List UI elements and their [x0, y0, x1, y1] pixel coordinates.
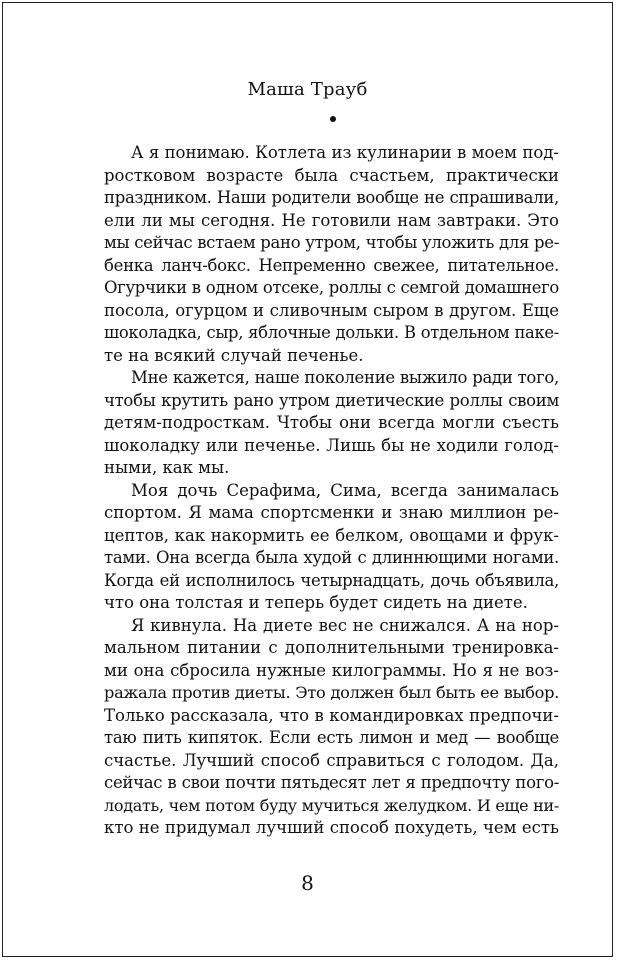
- text-line: мы сейчас встаем рано утром, чтобы уложить для ре-: [104, 233, 559, 252]
- text-line: Мне кажется, наше поколение выжило ради того,: [131, 368, 559, 387]
- running-head-author: Маша Трауб: [247, 79, 368, 100]
- text-line: шоколадка, сыр, яблочные дольки. В отдельном паке-: [104, 323, 559, 342]
- body-text: [104, 142, 559, 840]
- text-line: ными, как мы.: [104, 458, 230, 477]
- book-page: [2, 2, 613, 957]
- text-line: сейчас в свои почти пятьдесят лет я предпочту пого-: [104, 773, 559, 792]
- text-line: те на всякий случай печенье.: [104, 345, 364, 365]
- text-line: спортом. Я мама спортсменки и знаю миллион ре-: [104, 503, 559, 522]
- text-line: ражала против диеты. Это должен был быть ее выбор.: [104, 683, 559, 702]
- text-line: ми она сбросила нужные килограммы. Но я не воз-: [104, 660, 559, 680]
- text-line: таю пить кипяток. Если есть лимон и мед — вообще: [104, 728, 559, 747]
- text-line: кто не придумал лучший способ похудеть, чем есть: [104, 818, 559, 837]
- text-line: счастье. Лучший способ справиться с голодом. Да,: [104, 750, 559, 770]
- paragraph: [104, 367, 559, 480]
- text-line: лодать, чем потом буду мучиться желудком. И еще ни-: [104, 795, 559, 815]
- text-line: Я кивнула. На диете вес не снижался. А на нор-: [131, 615, 559, 635]
- page-number: 8: [301, 871, 314, 895]
- text-line: тами. Она всегда была худой с длиннющими ногами.: [104, 548, 559, 567]
- text-line: А я понимаю. Котлета из кулинарии в моем под-: [131, 143, 559, 162]
- text-line: что она толстая и теперь будет сидеть на диете.: [104, 593, 528, 612]
- paragraph: [104, 480, 559, 615]
- paragraph: [104, 142, 559, 367]
- text-line: Когда ей исполнилось четырнадцать, дочь объявила,: [104, 570, 559, 590]
- paragraph: [104, 615, 559, 840]
- text-line: Только рассказала, что в командировках предпочи-: [104, 705, 559, 725]
- text-line: Огурчики в одном отсеке, роллы с семгой домашнего: [104, 278, 559, 297]
- text-line: ели ли мы сегодня. Не готовили нам завтраки. Это: [104, 210, 559, 230]
- text-line: чтобы крутить рано утром диетические роллы своим: [104, 390, 559, 410]
- text-line: детям-подросткам. Чтобы они всегда могли съесть: [104, 413, 559, 432]
- text-line: Моя дочь Серафима, Сима, всегда занималась: [131, 480, 559, 500]
- text-line: бенка ланч-бокс. Непременно свежее, питательное.: [104, 255, 559, 275]
- text-line: цептов, как накормить ее белком, овощами и фрук-: [104, 525, 559, 545]
- text-line: мальном питании с дополнительными тренировка-: [104, 638, 559, 657]
- ornament-dot: [330, 116, 336, 122]
- text-line: посола, огурцом и сливочным сыром в другом. Еще: [104, 300, 559, 320]
- text-line: праздником. Наши родители вообще не спрашивали,: [104, 188, 559, 207]
- text-line: ростковом возрасте была счастьем, практически: [104, 165, 559, 185]
- text-line: шоколадку или печенье. Лишь бы не ходили голод-: [104, 435, 559, 455]
